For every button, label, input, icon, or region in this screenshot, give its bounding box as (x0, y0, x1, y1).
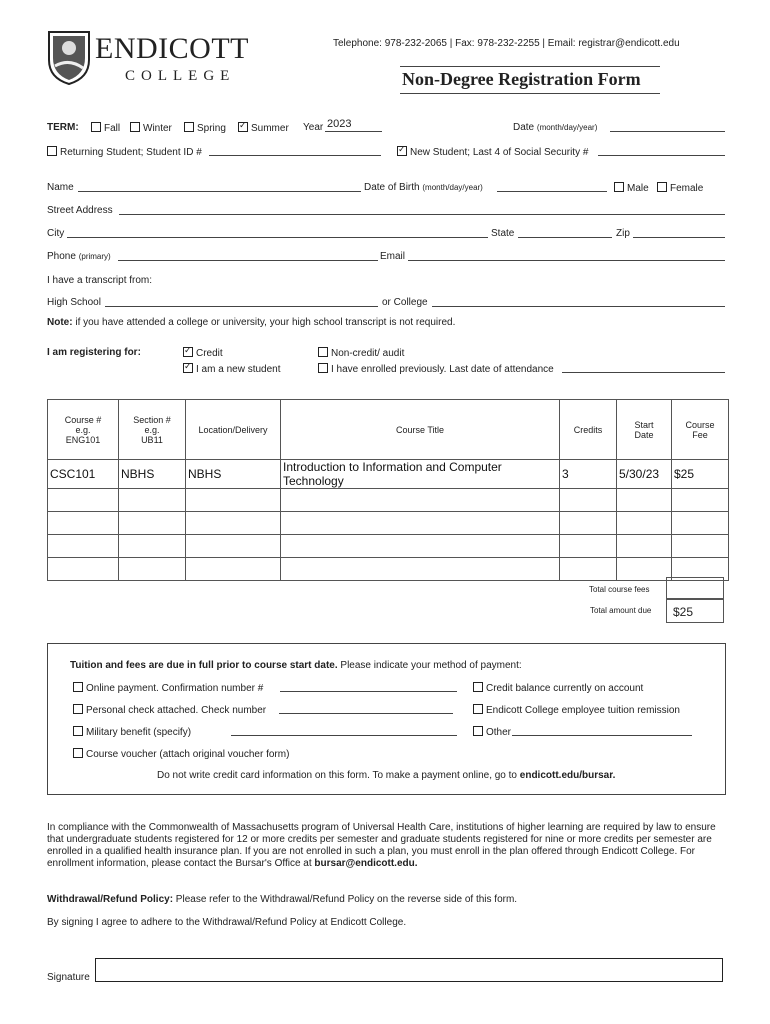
cell-fee[interactable] (672, 512, 729, 535)
term-fall[interactable]: Fall (91, 122, 120, 134)
zip-field[interactable] (633, 237, 725, 238)
policy-text: Withdrawal/Refund Policy: Please refer to the Withdrawal/Refund Policy on the reverse side of this form. (47, 894, 518, 905)
cell-credits[interactable] (560, 558, 617, 581)
cell-course-number[interactable]: CSC101 (48, 460, 119, 489)
checkbox-icon[interactable] (473, 682, 483, 692)
title-rule-top (400, 66, 660, 67)
checkbox-icon[interactable] (130, 122, 140, 132)
total-fees-box[interactable] (666, 577, 724, 599)
noncredit-option[interactable]: Non-credit/ audit (318, 347, 404, 359)
year-value: 2023 (327, 118, 352, 130)
logo-name: ENDICOTT (95, 32, 249, 65)
confirmation-field[interactable] (280, 691, 457, 692)
transcript-label: I have a transcript from: (47, 275, 153, 286)
title-rule-bottom (400, 93, 660, 94)
header-credits: Credits (560, 400, 617, 460)
header-section-number: Section # e.g. UB11 (119, 400, 186, 460)
checkbox-icon[interactable] (318, 347, 328, 357)
cell-course-number[interactable] (48, 512, 119, 535)
checkbox-icon[interactable] (73, 682, 83, 692)
military-field[interactable] (231, 735, 457, 736)
contact-info: Telephone: 978-232-2065 | Fax: 978-232-2255 | Email: registrar@endicott.edu (333, 38, 680, 49)
shield-icon (47, 30, 91, 86)
cell-section[interactable] (119, 558, 186, 581)
cell-location[interactable] (186, 512, 281, 535)
male-option[interactable]: Male (614, 182, 649, 194)
street-label: Street Address (47, 205, 113, 216)
term-summer[interactable]: ✓ Summer (238, 122, 289, 134)
name-label: Name (47, 182, 74, 193)
cell-start-date[interactable] (617, 489, 672, 512)
cell-start-date[interactable] (617, 535, 672, 558)
college-logo (47, 30, 249, 88)
cell-section[interactable] (119, 535, 186, 558)
checkbox-icon[interactable] (614, 182, 624, 192)
total-due-label: Total amount due (590, 606, 652, 615)
cell-location[interactable]: NBHS (186, 460, 281, 489)
checkbox-icon[interactable] (184, 122, 194, 132)
high-school-field[interactable] (105, 306, 378, 307)
table-header-row (48, 400, 729, 460)
new-student-reg-option[interactable]: ✓I am a new student (183, 363, 281, 375)
signature-label: Signature (47, 972, 90, 983)
credit-option[interactable]: ✓ Credit (183, 347, 223, 359)
checkbox-icon[interactable] (473, 704, 483, 714)
cell-course-title[interactable]: Introduction to Information and Computer Technology (281, 460, 560, 489)
cell-section[interactable] (119, 489, 186, 512)
last-attendance-field[interactable] (562, 372, 725, 373)
cell-start-date[interactable] (617, 558, 672, 581)
cell-location[interactable] (186, 558, 281, 581)
term-winter[interactable]: Winter (130, 122, 172, 134)
date-label: Date (month/day/year) (513, 122, 598, 133)
street-field[interactable] (119, 214, 725, 215)
table-row[interactable] (48, 460, 729, 489)
remission-option[interactable]: Endicott College employee tuition remission (473, 704, 680, 716)
checked-checkbox-icon[interactable] (183, 363, 193, 373)
cell-course-number[interactable] (48, 535, 119, 558)
other-field[interactable] (512, 735, 692, 736)
returning-student-option[interactable]: Returning Student; Student ID # (47, 146, 202, 158)
checkbox-icon[interactable] (47, 146, 57, 156)
online-payment-option[interactable]: Online payment. Confirmation number # (73, 682, 263, 694)
college-label: or College (382, 297, 428, 308)
header-course-title: Course Title (281, 400, 560, 460)
cell-location[interactable] (186, 535, 281, 558)
table-row[interactable] (48, 535, 729, 558)
cell-credits[interactable]: 3 (560, 460, 617, 489)
total-fees-label: Total course fees (589, 585, 650, 594)
header-location: Location/Delivery (186, 400, 281, 460)
city-label: City (47, 228, 65, 239)
cell-section[interactable] (119, 512, 186, 535)
logo-sub: COLLEGE (125, 68, 236, 84)
header-start-date: Start Date (617, 400, 672, 460)
phone-label: Phone (primary) (47, 251, 111, 262)
transcript-note: Note: if you have attended a college or university, your high school transcript is not required. (47, 317, 456, 328)
term-label: TERM: (47, 122, 79, 133)
header-course-number: Course # e.g. ENG101 (48, 400, 119, 460)
email-label: Email (380, 251, 406, 262)
zip-label: Zip (616, 228, 630, 239)
checkbox-icon[interactable] (73, 726, 83, 736)
checkbox-icon[interactable] (657, 182, 667, 192)
header-course-fee: Course Fee (672, 400, 729, 460)
high-school-label: High School (47, 297, 101, 308)
table-row[interactable] (48, 489, 729, 512)
policy-agree: By signing I agree to adhere to the Withdrawal/Refund Policy at Endicott College. (47, 917, 407, 928)
state-label: State (491, 228, 515, 239)
registering-label: I am registering for: (47, 347, 141, 358)
checkbox-icon[interactable] (73, 748, 83, 758)
courses-table (47, 399, 729, 581)
name-field[interactable] (78, 191, 361, 192)
table-row[interactable] (48, 558, 729, 581)
state-field[interactable] (518, 237, 612, 238)
dob-field[interactable] (497, 191, 607, 192)
table-row[interactable] (48, 512, 729, 535)
cell-course-title[interactable] (281, 558, 560, 581)
date-field[interactable] (610, 131, 725, 132)
female-option[interactable]: Female (657, 182, 703, 194)
check-option[interactable]: Personal check attached. Check number (73, 704, 266, 716)
college-field[interactable] (432, 306, 725, 307)
cell-start-date[interactable]: 5/30/23 (617, 460, 672, 489)
check-number-field[interactable] (279, 713, 453, 714)
signature-field[interactable] (95, 958, 723, 982)
cell-course-number[interactable] (48, 558, 119, 581)
email-field[interactable] (408, 260, 725, 261)
checked-checkbox-icon[interactable] (238, 122, 248, 132)
phone-field[interactable] (118, 260, 378, 261)
total-due-box[interactable] (666, 599, 724, 623)
cell-course-title[interactable] (281, 535, 560, 558)
cell-course-title[interactable] (281, 512, 560, 535)
checkbox-icon[interactable] (318, 363, 328, 373)
voucher-option[interactable]: Course voucher (attach original voucher form) (73, 748, 289, 760)
checkbox-icon[interactable] (73, 704, 83, 714)
cell-course-title[interactable] (281, 489, 560, 512)
cell-section[interactable]: NBHS (119, 460, 186, 489)
credit-balance-option[interactable]: Credit balance currently on account (473, 682, 643, 694)
form-title: Non-Degree Registration Form (402, 69, 641, 89)
ssn-field[interactable] (598, 155, 725, 156)
checked-checkbox-icon[interactable] (397, 146, 407, 156)
checked-checkbox-icon[interactable] (183, 347, 193, 357)
cell-fee[interactable]: $25 (672, 460, 729, 489)
cell-course-number[interactable] (48, 489, 119, 512)
cell-credits[interactable] (560, 535, 617, 558)
payment-intro: Tuition and fees are due in full prior to course start date. Please indicate your method of payment: (70, 660, 522, 671)
year-label: Year (303, 122, 324, 133)
cell-start-date[interactable] (617, 512, 672, 535)
total-due-value: $25 (673, 605, 694, 619)
checkbox-icon[interactable] (473, 726, 483, 736)
term-spring[interactable]: Spring (184, 122, 226, 134)
city-field[interactable] (67, 237, 488, 238)
bursar-link[interactable]: endicott.edu/bursar. (519, 770, 616, 781)
dob-label: Date of Birth (month/day/year) (364, 182, 483, 193)
enrolled-prev-option[interactable]: I have enrolled previously. Last date of attendance (318, 363, 554, 375)
cell-location[interactable] (186, 489, 281, 512)
military-option[interactable]: Military benefit (specify) (73, 726, 191, 738)
other-option[interactable]: Other (473, 726, 511, 738)
checkbox-icon[interactable] (91, 122, 101, 132)
cell-credits[interactable] (560, 512, 617, 535)
payment-warning: Do not write credit card information on this form. To make a payment online, go to endicott.edu/bursar. (157, 770, 616, 781)
cell-credits[interactable] (560, 489, 617, 512)
cell-fee[interactable] (672, 535, 729, 558)
cell-fee[interactable] (672, 489, 729, 512)
compliance-text: In compliance with the Commonwealth of Massachusetts program of Universal Health Care, institutions of higher learning are required by law to ensure that undergraduate students registered for 12 or more credits per semester and graduate students registered for nine or more credits per semester are enrolled in a qualified health insurance plan. If you are not enrolled in such a plan, you must enroll in the plan offered through Endicott College. For enrollment information, please contact the Bursar's Office at bursar@endicott.edu. (47, 822, 716, 869)
new-student-option[interactable]: ✓ New Student; Last 4 of Social Security # (397, 146, 588, 158)
year-field[interactable] (325, 118, 382, 132)
student-id-field[interactable] (209, 155, 381, 156)
